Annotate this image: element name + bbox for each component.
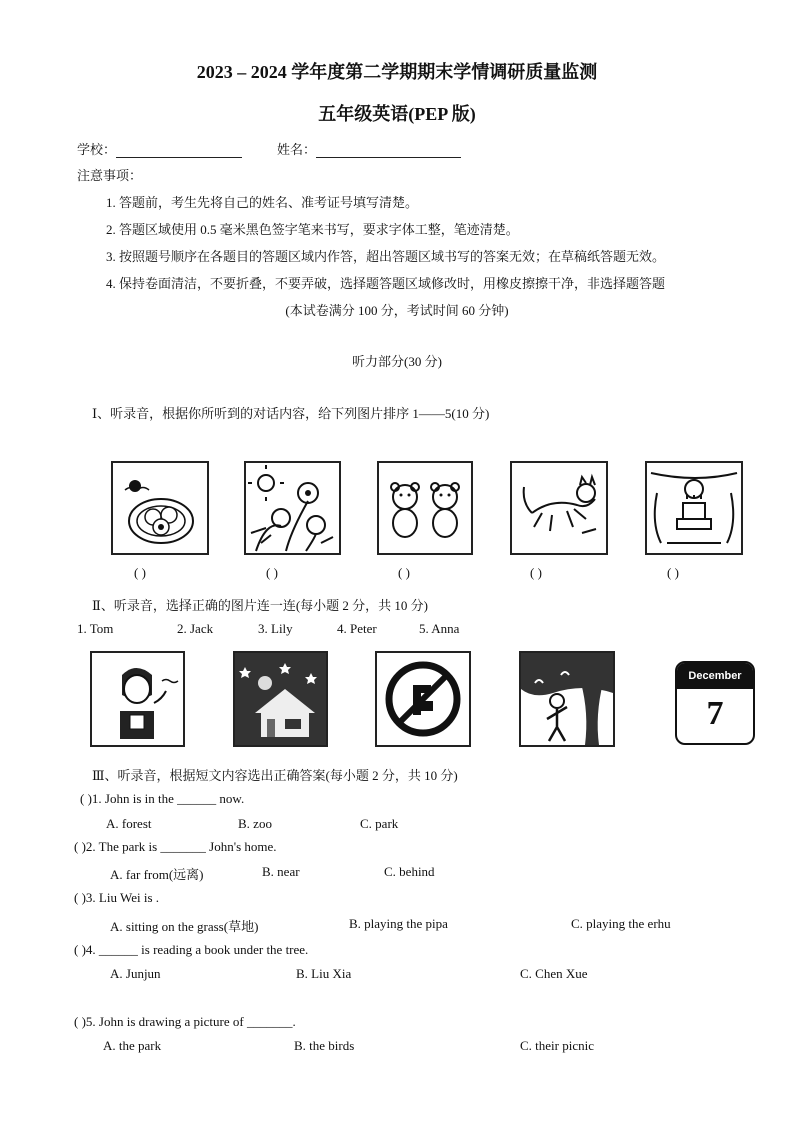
picture-night-house: [233, 651, 328, 747]
name-item: 4. Peter: [337, 621, 377, 636]
option-a[interactable]: A. the park: [103, 1038, 162, 1053]
part3-title: Ⅲ、听录音，根据短文内容选出正确答案(每小题 2 分，共 10 分): [92, 768, 458, 783]
option-b[interactable]: B. near: [262, 864, 300, 879]
question-row: [80, 791, 244, 807]
picture-cat-running: [510, 461, 608, 555]
question-text: 4. ______ is reading a book under the tree.: [85, 942, 309, 957]
listening-heading: 听力部分(30 分): [352, 354, 442, 369]
picture-birthday-party: [645, 461, 743, 555]
school-label: 学校：: [77, 142, 117, 157]
option-b[interactable]: B. playing the pipa: [349, 916, 448, 931]
note-item: 4. 保持卷面清洁，不要折叠，不要弄破，选择题答题区域修改时，用橡皮擦擦干净，非选择题答题: [106, 276, 666, 291]
option-c[interactable]: C. park: [360, 816, 399, 831]
answer-paren[interactable]: ( ): [74, 839, 86, 854]
answer-paren[interactable]: ( ): [80, 791, 92, 806]
option-b[interactable]: B. the birds: [294, 1038, 355, 1053]
picture-no-music-sign: [375, 651, 471, 747]
answer-blank[interactable]: ( ): [398, 565, 410, 580]
question-text: 5. John is drawing a picture of _______.: [85, 1014, 296, 1029]
exam-subtitle: 五年级英语(PEP 版): [318, 104, 476, 124]
question-row: [74, 942, 308, 958]
question-text: 1. John is in the ______ now.: [91, 791, 245, 806]
picture-flowers: [244, 461, 341, 555]
school-blank[interactable]: [116, 143, 242, 158]
part2-title: Ⅱ、听录音，选择正确的图片连一连(每小题 2 分，共 10 分): [92, 598, 428, 613]
option-a[interactable]: A. Junjun: [110, 966, 161, 981]
answer-blank[interactable]: ( ): [530, 565, 542, 580]
answer-paren[interactable]: ( ): [74, 890, 86, 905]
option-a[interactable]: A. forest: [106, 816, 152, 831]
answer-paren[interactable]: ( ): [74, 1014, 86, 1029]
school-field: [77, 139, 242, 158]
picture-boy-sick: [90, 651, 185, 747]
calendar-icon: [675, 661, 755, 745]
exam-title: 2023 – 2024 学年度第二学期期末学情调研质量监测: [196, 62, 598, 82]
option-c[interactable]: C. behind: [384, 864, 435, 879]
name-field: [277, 139, 461, 158]
answer-blank[interactable]: ( ): [134, 565, 146, 580]
option-c[interactable]: C. their picnic: [520, 1038, 595, 1053]
option-b[interactable]: B. zoo: [238, 816, 272, 831]
name-item: 2. Jack: [177, 621, 214, 636]
calendar-month: December: [677, 663, 753, 689]
picture-teddy-bears: [377, 461, 473, 555]
option-c[interactable]: C. playing the erhu: [571, 916, 671, 931]
name-item: 1. Tom: [77, 621, 114, 636]
name-item: 5. Anna: [419, 621, 460, 636]
note-item: 3. 按照题号顺序在各题目的答题区域内作答，超出答题区域书写的答案无效；在草稿纸答题无效。: [106, 249, 666, 264]
option-b[interactable]: B. Liu Xia: [296, 966, 352, 981]
question-row: [74, 1014, 296, 1030]
name-label: 姓名：: [277, 142, 317, 157]
question-row: [74, 839, 277, 855]
notes-footer: (本试卷满分 100 分，考试时间 60 分钟): [285, 303, 509, 318]
question-text: 3. Liu Wei is .: [85, 890, 160, 905]
answer-blank[interactable]: ( ): [266, 565, 278, 580]
question-row: [74, 890, 159, 906]
name-item: 3. Lily: [258, 621, 293, 636]
picture-mooncake-plate: [111, 461, 209, 555]
note-item: 2. 答题区域使用 0.5 毫米黑色签字笔来书写，要求字体工整，笔迹清楚。: [106, 222, 519, 237]
option-a[interactable]: A. sitting on the grass(草地): [110, 919, 259, 934]
note-item: 1. 答题前，考生先将自己的姓名、准考证号填写清楚。: [106, 195, 419, 210]
notes-heading: 注意事项：: [77, 168, 143, 183]
option-a[interactable]: A. far from(远离): [110, 867, 204, 882]
option-c[interactable]: C. Chen Xue: [520, 966, 588, 981]
answer-paren[interactable]: ( ): [74, 942, 86, 957]
picture-tree-climb: [519, 651, 615, 747]
name-blank[interactable]: [316, 143, 461, 158]
calendar-day: 7: [706, 695, 724, 732]
question-text: 2. The park is _______ John's home.: [85, 839, 277, 854]
part1-title: Ⅰ、听录音，根据你所听到的对话内容，给下列图片排序 1——5(10 分): [92, 406, 490, 421]
answer-blank[interactable]: ( ): [667, 565, 679, 580]
picture-calendar: [663, 651, 761, 747]
